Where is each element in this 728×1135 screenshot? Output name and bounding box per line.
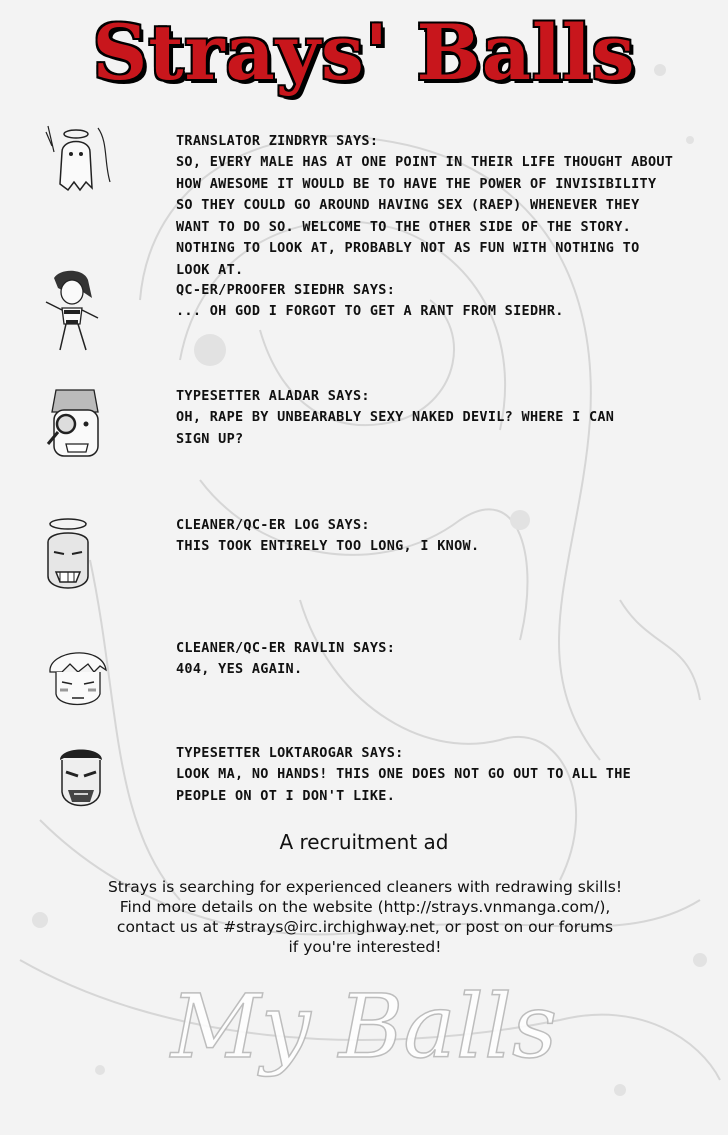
watermark-text: My Balls xyxy=(170,975,558,1078)
credit-message xyxy=(176,407,724,450)
credit-entry-translator xyxy=(176,131,724,281)
credit-message xyxy=(176,301,724,323)
speaker-name: TYPESETTER LOKTAROGAR SAYS: xyxy=(176,745,404,761)
speaker-name: QC-ER/PROOFER SIEDHR SAYS: xyxy=(176,282,396,298)
speaker-name: TYPESETTER ALADAR SAYS: xyxy=(176,388,370,404)
credit-entry-cleaner-ravlin xyxy=(176,638,724,681)
message-line: ... OH GOD I FORGOT TO GET A RANT FROM SIEDHR. xyxy=(176,303,564,319)
message-line: THIS TOOK ENTIRELY TOO LONG, I KNOW. xyxy=(176,538,480,554)
speaker-name: TRANSLATOR ZINDRYR SAYS: xyxy=(176,133,379,149)
recruitment-body xyxy=(60,877,670,957)
grim-man-icon xyxy=(52,742,110,814)
recruitment-line: contact us at #strays@irc.irchighway.net, or post on our forums xyxy=(116,918,614,936)
magnifier-man-icon xyxy=(42,382,108,464)
speaker-name: CLEANER/QC-ER LOG SAYS: xyxy=(176,517,370,533)
message-line: SO THEY COULD GO AROUND HAVING SEX (RAEP) WHENEVER THEY xyxy=(176,197,640,213)
message-line: LOOK AT. xyxy=(176,261,244,278)
recruitment-line: Find more details on the website (http://strays.vnmanga.com/), xyxy=(119,898,611,916)
credit-message xyxy=(176,152,724,281)
bikini-girl-icon xyxy=(40,268,102,352)
message-line: NOTHING TO LOOK AT, PROBABLY NOT AS FUN WITH NOTHING TO xyxy=(176,240,640,256)
credit-message xyxy=(176,659,724,681)
message-line: LOOK MA, NO HANDS! THIS ONE DOES NOT GO OUT TO ALL THE xyxy=(176,766,632,782)
haloed-face-icon xyxy=(42,516,94,602)
blushing-boy-icon xyxy=(42,642,114,714)
message-line: SIGN UP? xyxy=(176,430,244,447)
message-line: PEOPLE ON OT I DON'T LIKE. xyxy=(176,787,396,804)
recruitment-title: A recruitment ad xyxy=(279,830,449,854)
message-line: SO, EVERY MALE HAS AT ONE POINT IN THEIR LIFE THOUGHT ABOUT xyxy=(176,154,674,170)
message-line: WANT TO DO SO. WELCOME TO THE OTHER SIDE OF THE STORY. xyxy=(176,218,632,235)
message-line: HOW AWESOME IT WOULD BE TO HAVE THE POWER OF INVISIBILITY xyxy=(176,175,657,192)
ghost-angel-icon xyxy=(38,122,114,202)
credit-message xyxy=(176,764,724,807)
recruitment-line: Strays is searching for experienced cleaners with redrawing skills! xyxy=(107,878,623,896)
credit-entry-cleaner-log xyxy=(176,515,724,558)
page-title: Strays' Balls xyxy=(92,8,636,97)
message-line: 404, YES AGAIN. xyxy=(176,661,303,677)
message-line: OH, RAPE BY UNBEARABLY SEXY NAKED DEVIL? WHERE I CAN xyxy=(176,409,615,425)
credit-entry-typesetter-aladar xyxy=(176,386,724,450)
credit-entry-typesetter-loktarogar xyxy=(176,743,724,807)
credit-message xyxy=(176,536,724,558)
speaker-name: CLEANER/QC-ER RAVLIN SAYS: xyxy=(176,640,396,656)
credit-entry-proofer xyxy=(176,280,724,323)
recruitment-line: if you're interested! xyxy=(288,938,442,956)
